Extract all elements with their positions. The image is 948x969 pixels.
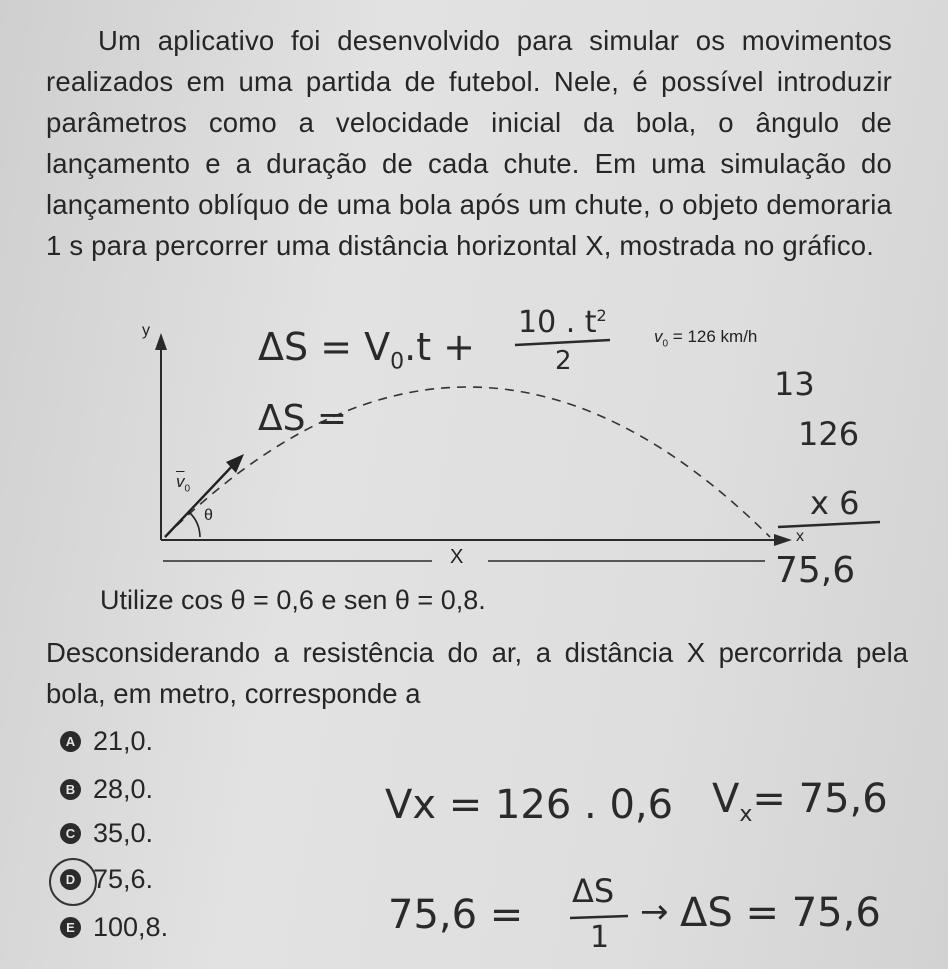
problem-text: Um aplicativo foi desenvolvido para simular os movimentos realizados em uma partida de futebol. Nele, é possível introduzir parâmetros como a velocidade inicial da bola, o ângulo de lançamento e a duração de cada chute. Em uma simulação do lançamento oblíquo de uma bola após um chute, o objeto demoraria 1 s para percorrer uma distância horizontal X, mostrada no gráfico. (46, 25, 892, 261)
handwritten-final-den: 1 (590, 920, 610, 955)
y-axis-label: y (142, 322, 150, 339)
x-axis-arrowhead (774, 534, 792, 546)
selected-answer-circle (49, 858, 97, 906)
handwritten-final-lhs: 75,6 = (388, 892, 524, 938)
vector-label: $\overline{v}_0$ (176, 472, 191, 495)
handwritten-calc-1: 13 (774, 365, 815, 403)
question-text: Desconsiderando a resistência do ar, a distância X percorrida pela bola, em metro, corresponde a (46, 637, 908, 709)
option-a[interactable] (60, 726, 153, 757)
handwritten-calc-4: 75,6 (775, 550, 856, 591)
option-e-text: 100,8. (93, 912, 169, 942)
handwritten-fraction-numerator: 10 . $t^2$ (518, 305, 607, 340)
handwritten-ds: ΔS = (258, 398, 348, 439)
option-c-text: 35,0. (93, 818, 154, 848)
theta-arc (189, 512, 200, 537)
option-b-badge: B (60, 779, 81, 800)
option-e[interactable] (60, 912, 168, 943)
handwritten-final-num: ΔS (572, 872, 615, 910)
option-c[interactable] (60, 818, 153, 849)
handwritten-calc-3: x 6 (810, 484, 860, 522)
handwritten-vx-line: Vx = 126 . 0,6 (385, 782, 674, 828)
formula-fraction-bar (515, 340, 610, 345)
option-e-badge: E (60, 917, 81, 938)
handwritten-fraction-denominator: 2 (555, 346, 572, 376)
calc-underline (778, 522, 880, 527)
hint-text: Utilize cos θ = 0,6 e sen θ = 0,8. (100, 585, 486, 615)
x-axis-label: x (796, 528, 804, 545)
handwritten-vx-result: $V_x= 75,6$ (712, 776, 888, 827)
y-axis-arrowhead (155, 333, 167, 350)
final-fraction-bar (570, 916, 628, 918)
option-d-text: 75,6. (93, 864, 154, 894)
option-c-badge: C (60, 823, 81, 844)
option-a-badge: A (60, 731, 81, 752)
v0-value-label: $v_0 = 126$ km/h (654, 327, 758, 350)
handwritten-final-rhs: ΔS = 75,6 (680, 890, 881, 936)
handwritten-formula: $\Delta S = V_0.t$ + (258, 325, 476, 375)
option-d-badge: D (60, 869, 81, 890)
handwritten-calc-2: 126 (798, 415, 860, 453)
distance-x-label: X (450, 546, 464, 568)
option-a-text: 21,0. (93, 726, 154, 756)
trajectory-path (165, 387, 770, 537)
handwritten-final-arrow: → (640, 892, 669, 932)
option-b-text: 28,0. (93, 774, 154, 804)
option-b[interactable] (60, 774, 153, 805)
theta-label: θ (204, 507, 213, 524)
